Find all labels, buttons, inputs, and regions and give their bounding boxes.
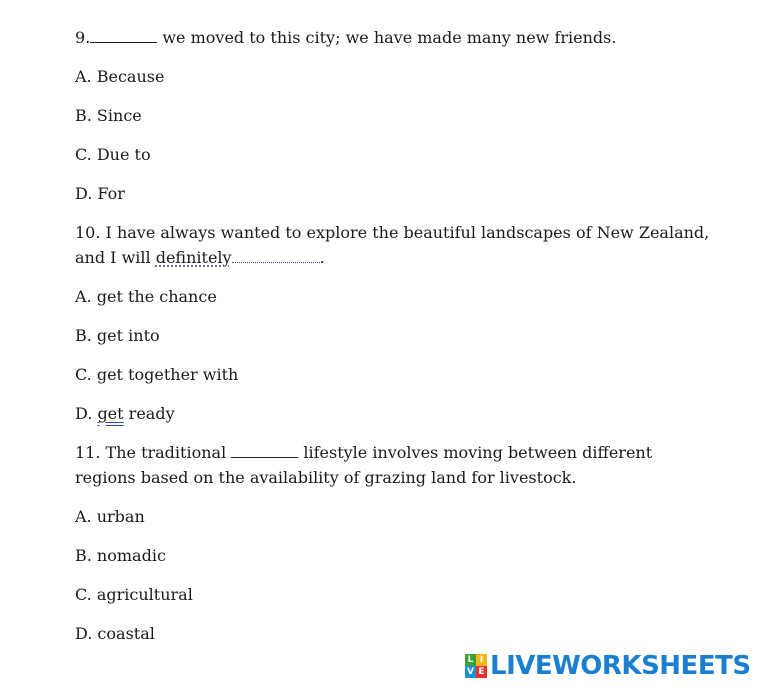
question-10-option-b: B. get into <box>75 326 160 345</box>
question-10-line-2-pre: and I will <box>75 248 156 267</box>
logo-letter-e: E <box>476 666 487 678</box>
live-logo-icon <box>465 654 487 678</box>
liveworksheets-logo[interactable] <box>465 652 751 680</box>
worksheet-document <box>75 25 715 660</box>
question-9-blank[interactable] <box>90 28 157 43</box>
brand-name: LIVEWORKSHEETS <box>490 651 751 681</box>
question-10-line-1: 10. I have always wanted to explore the beautiful landscapes of New Zealand, <box>75 223 710 242</box>
question-9-stem <box>75 25 715 50</box>
question-11-option-d: D. coastal <box>75 624 155 643</box>
question-10-option-d-prefix: D. <box>75 404 98 423</box>
question-9-prefix: 9. <box>75 28 91 47</box>
question-11-blank[interactable] <box>231 443 298 458</box>
question-10-option-d <box>75 401 715 426</box>
question-10-option-d-rest: ready <box>123 404 175 423</box>
question-11-option-a: A. urban <box>75 507 145 526</box>
question-11-prefix: 11. The traditional <box>75 443 232 462</box>
question-10-option-a: A. get the chance <box>75 287 217 306</box>
question-10-spellcheck-word: definitely <box>155 248 232 267</box>
question-10-option-d-word: get <box>97 404 124 423</box>
logo-letter-i: I <box>476 654 487 666</box>
question-11-stem <box>75 440 715 490</box>
question-9-option-b: B. Since <box>75 106 142 125</box>
logo-letter-v: V <box>465 666 476 678</box>
question-9-option-c: C. Due to <box>75 145 151 164</box>
question-11-suffix: lifestyle involves moving between different regions based on the availability of grazing land for livestock. <box>75 443 653 487</box>
question-9-suffix: we moved to this city; we have made many new friends. <box>157 28 617 47</box>
question-10-stem <box>75 220 715 270</box>
question-11-option-c: C. agricultural <box>75 585 193 604</box>
question-10-line-2-post: . <box>319 248 325 267</box>
logo-letter-l: L <box>465 654 476 666</box>
question-11-option-b: B. nomadic <box>75 546 166 565</box>
question-9-option-d: D. For <box>75 184 125 203</box>
question-9-option-a: A. Because <box>75 67 165 86</box>
question-10-blank[interactable] <box>232 248 320 263</box>
question-10-option-c: C. get together with <box>75 365 239 384</box>
